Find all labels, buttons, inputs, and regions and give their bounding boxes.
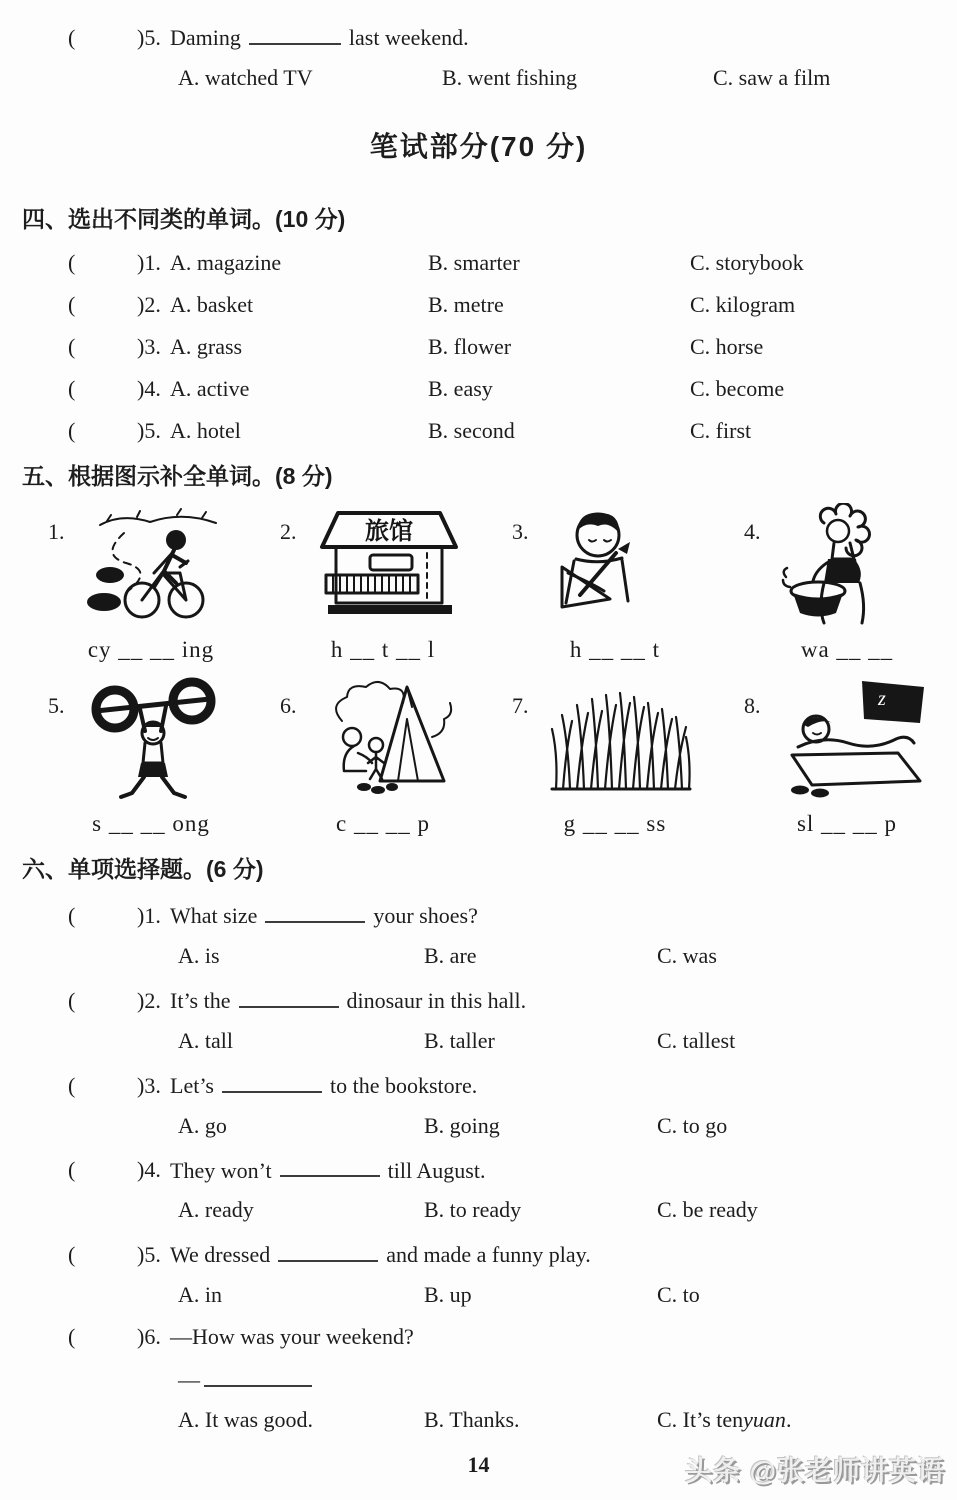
picture-word-grid — [0, 503, 957, 837]
picture-number: 3. — [512, 518, 529, 544]
mcq-block — [0, 900, 957, 969]
option-c: C. was — [657, 942, 717, 968]
option-c: C. tallest — [657, 1027, 736, 1053]
answer-blank — [249, 22, 341, 45]
options-row — [0, 1113, 957, 1139]
option-c — [657, 1407, 791, 1433]
question-number: )1. — [137, 249, 161, 275]
options-row — [0, 943, 957, 969]
cycling-picture — [82, 503, 232, 629]
picture-item — [512, 677, 744, 837]
answer-paren: ( — [68, 249, 76, 275]
sleep-z-text: z — [878, 687, 886, 710]
answer-paren: ( — [68, 417, 76, 443]
question-text-after: dinosaur in this hall. — [346, 987, 527, 1013]
option-b: B. taller — [424, 1027, 495, 1053]
option-a: A. ready — [178, 1197, 254, 1223]
weightlifting-picture — [82, 677, 224, 801]
picture-item — [744, 677, 957, 837]
option-c: C. first — [690, 417, 752, 443]
picture-number: 1. — [48, 518, 65, 544]
mcq-block — [0, 1155, 957, 1224]
picture-item — [744, 503, 957, 663]
hotel-picture — [314, 503, 464, 621]
question-text-before: What size — [170, 902, 258, 928]
picture-item — [48, 503, 280, 663]
question-text-before: They won’t — [170, 1157, 272, 1183]
options-row — [0, 1197, 957, 1223]
question-number: )5. — [137, 417, 161, 443]
option-c: C. be ready — [657, 1197, 758, 1223]
word-blank: g __ __ ss — [563, 810, 667, 836]
dialog-line-1: —How was your weekend? — [170, 1324, 414, 1350]
picture-number: 7. — [512, 692, 529, 718]
question-text-before: Daming — [170, 24, 241, 50]
word-blank: h __ t __ l — [330, 636, 436, 662]
answer-blank — [204, 1364, 312, 1387]
question-text-before: It’s the — [170, 987, 231, 1013]
hurt-arm-picture — [546, 503, 646, 629]
word-blank: h __ __ t — [569, 636, 661, 662]
choice-row — [0, 376, 957, 402]
option-a: A. watched TV — [178, 64, 313, 90]
answer-paren: ( — [68, 1072, 76, 1098]
grass-picture — [546, 677, 696, 797]
question-row — [0, 985, 957, 1014]
watermark-text: 头条 @张老师讲英语 — [685, 1456, 945, 1486]
option-a: A. magazine — [170, 249, 282, 275]
answer-paren: ( — [68, 291, 76, 317]
word-blank: sl __ __ p — [796, 810, 898, 836]
option-b: B. to ready — [424, 1197, 522, 1223]
question-number: )2. — [137, 987, 161, 1013]
question-number: )6. — [137, 1324, 161, 1350]
question-number: )5. — [137, 24, 161, 50]
option-b: B. up — [424, 1282, 472, 1308]
picture-number: 2. — [280, 518, 297, 544]
answer-paren: ( — [68, 1324, 76, 1350]
option-c: C. to — [657, 1282, 700, 1308]
answer-paren: ( — [68, 1157, 76, 1183]
question-text-after: and made a funny play. — [386, 1242, 591, 1268]
question-row — [0, 900, 957, 929]
option-c: C. saw a film — [713, 64, 831, 90]
options-row — [0, 1282, 957, 1308]
option-c-text: C. It’s ten — [657, 1407, 744, 1433]
answer-paren: ( — [68, 987, 76, 1013]
answer-paren: ( — [68, 902, 76, 928]
section6-title: 六、单项选择题。(6 分) — [22, 855, 264, 882]
option-a: A. in — [178, 1282, 222, 1308]
mcq-block — [0, 985, 957, 1054]
option-c: C. horse — [690, 333, 764, 359]
listening-question-5 — [0, 0, 957, 51]
answer-paren: ( — [68, 333, 76, 359]
option-a: A. hotel — [170, 417, 241, 443]
question-number: )4. — [137, 1157, 161, 1183]
question-row — [0, 1239, 957, 1268]
picture-item — [48, 677, 280, 837]
question-text-after: last weekend. — [348, 24, 469, 50]
question-number: )2. — [137, 291, 161, 317]
page-number: 14 — [467, 1452, 490, 1477]
section5-title: 五、根据图示补全单词。(8 分) — [22, 462, 333, 489]
option-b: B. easy — [428, 375, 493, 401]
word-blank: cy __ __ ing — [87, 636, 215, 662]
option-a: A. basket — [170, 291, 254, 317]
options-row — [0, 1407, 957, 1433]
picture-number: 8. — [744, 692, 761, 718]
question-text-after: till August. — [387, 1157, 486, 1183]
option-a: A. is — [178, 942, 220, 968]
option-b: B. going — [424, 1112, 500, 1138]
option-c-period: . — [785, 1407, 792, 1433]
question-text-after: to the bookstore. — [330, 1072, 478, 1098]
mcq-block — [0, 1070, 957, 1139]
hotel-sign-text: 旅馆 — [365, 518, 413, 545]
answer-blank — [280, 1155, 380, 1178]
question-number: )5. — [137, 1242, 161, 1268]
dialog-answer-line — [0, 1364, 957, 1393]
option-a: A. It was good. — [178, 1407, 314, 1433]
camping-picture — [314, 677, 464, 803]
question-row — [0, 1155, 957, 1184]
option-a: A. go — [178, 1112, 227, 1138]
option-a: A. tall — [178, 1027, 233, 1053]
option-b: B. went fishing — [442, 64, 578, 90]
picture-item — [280, 503, 512, 663]
question-text-after: your shoes? — [373, 902, 478, 928]
answer-blank — [265, 900, 365, 923]
answer-paren: ( — [68, 375, 76, 401]
answer-blank — [222, 1070, 322, 1093]
option-b: B. second — [428, 417, 515, 443]
picture-number: 4. — [744, 518, 761, 544]
option-b: B. Thanks. — [424, 1407, 520, 1433]
choice-row — [0, 250, 957, 276]
options-row — [0, 65, 957, 91]
option-b: B. metre — [428, 291, 504, 317]
answer-paren: ( — [68, 24, 76, 50]
option-c: C. to go — [657, 1112, 728, 1138]
option-c: C. storybook — [690, 249, 804, 275]
mcq-block — [0, 1239, 957, 1308]
question-row — [0, 1324, 957, 1350]
washing-picture — [778, 503, 874, 629]
option-c: C. become — [690, 375, 785, 401]
dialog-dash: — — [178, 1367, 200, 1393]
option-b: B. are — [424, 942, 477, 968]
choice-row — [0, 292, 957, 318]
question-row — [0, 1070, 957, 1099]
picture-item — [280, 677, 512, 837]
choice-row — [0, 334, 957, 360]
question-text-before: Let’s — [170, 1072, 214, 1098]
question-text-before: We dressed — [170, 1242, 271, 1268]
word-blank: c __ __ p — [336, 810, 430, 836]
question-number: )3. — [137, 333, 161, 359]
answer-blank — [278, 1239, 378, 1262]
question-number: )3. — [137, 1072, 161, 1098]
option-b: B. smarter — [428, 249, 520, 275]
sleeping-picture — [778, 677, 928, 799]
picture-item — [512, 503, 744, 663]
question-number: )1. — [137, 902, 161, 928]
word-blank: s __ __ ong — [92, 810, 210, 836]
options-row — [0, 1028, 957, 1054]
word-blank: wa __ __ — [800, 636, 894, 662]
answer-blank — [239, 985, 339, 1008]
option-a: A. active — [170, 375, 250, 401]
option-b: B. flower — [428, 333, 512, 359]
picture-number: 6. — [280, 692, 297, 718]
choice-row — [0, 418, 957, 444]
section4-title: 四、选出不同类的单词。(10 分) — [22, 205, 346, 232]
picture-number: 5. — [48, 692, 65, 718]
option-c-italic-word: yuan — [743, 1407, 786, 1433]
option-c: C. kilogram — [690, 291, 796, 317]
mcq-block — [0, 1324, 957, 1433]
option-a: A. grass — [170, 333, 243, 359]
written-part-header: 笔试部分(70 分) — [369, 130, 588, 162]
answer-paren: ( — [68, 1242, 76, 1268]
question-number: )4. — [137, 375, 161, 401]
